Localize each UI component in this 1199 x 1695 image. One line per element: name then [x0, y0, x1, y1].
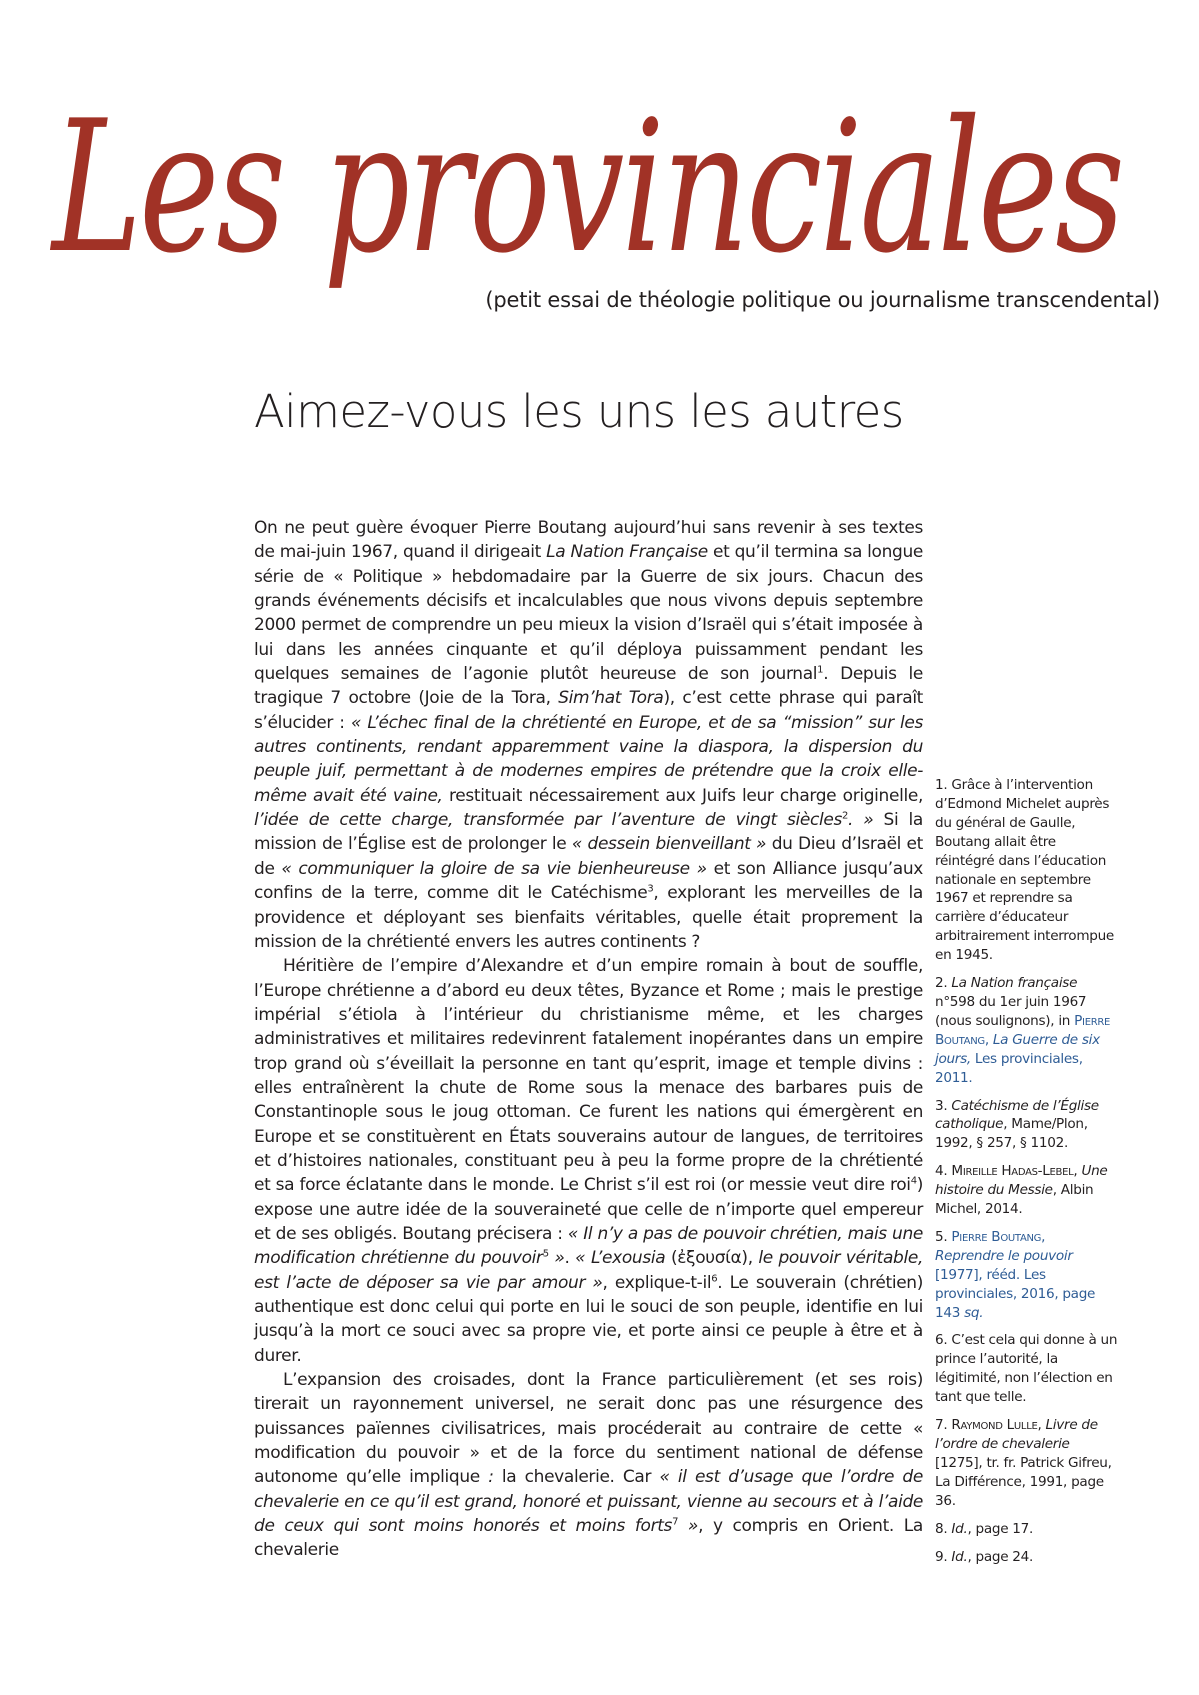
- text-run: . Le souverain (chrétien) authentique est donc celui qui porte en lui le souci de son peuple, identifie en lui jusqu’à la mort ce souci avec sa propre vie, et porte ainsi ce peuple à être et à durer.: [254, 1272, 924, 1366]
- text-run: la chevalerie. Car: [493, 1467, 660, 1488]
- text-run: Si la mission de l’Église est de prolonger le: [254, 810, 923, 855]
- text-run: Catéchisme de l’Église catholique: [935, 1097, 1099, 1133]
- footnote-reference: 2: [842, 810, 849, 822]
- footnote: [935, 1228, 1118, 1323]
- text-run: ,: [1037, 1417, 1046, 1434]
- text-run: 8.: [935, 1520, 952, 1537]
- text-run[interactable]: Reprendre le pouvoir: [935, 1247, 1073, 1264]
- text-run: 3.: [935, 1097, 952, 1114]
- masthead-subtitle: (petit essai de théologie politique ou journalisme transcendental): [485, 288, 1160, 312]
- footnote-reference: 1: [817, 664, 824, 676]
- text-run: Id.: [951, 1520, 968, 1537]
- text-run: On ne peut guère évoquer Pierre Boutang aujourd’hui sans revenir à ses textes de mai-juin 1967, quand il dirigeait: [254, 518, 923, 563]
- text-run: 2.: [935, 975, 952, 992]
- text-run: 4.: [935, 1163, 952, 1180]
- article-title: Aimez-vous les uns les autres: [254, 385, 904, 438]
- text-run: 7.: [935, 1417, 952, 1434]
- masthead-title: Les provinciales: [49, 81, 1123, 293]
- footnote-reference: 6: [711, 1273, 718, 1284]
- text-run: , y compris en Orient. La chevalerie: [254, 1516, 923, 1561]
- text-run: Id.: [951, 1548, 968, 1565]
- text-run[interactable]: La Guerre de six jours,: [935, 1031, 1100, 1067]
- text-run: . »: [848, 810, 874, 831]
- text-run: (ἐξουσία),: [665, 1248, 759, 1269]
- text-run: [1275], tr. fr. Patrick Gifreu, La Différence, 1991, page 36.: [935, 1454, 1112, 1509]
- text-run: 6. C’est cela qui donne à un prince l’autorité, la légitimité, non l’élection en tant que telle.: [935, 1332, 1118, 1406]
- footnote: [935, 974, 1118, 1087]
- text-run: le pouvoir véritable, est l’acte de déposer sa vie par amour »: [254, 1248, 923, 1293]
- text-run: , explorant les merveilles de la providence et déployant ses bienfaits véritables, quelle était proprement la mission de la chrétienté envers les autres continents ?: [254, 883, 923, 952]
- text-run: 1. Grâce à l’intervention d’Edmond Michelet auprès du général de Gaulle, Boutang allait être réintégré dans l’éducation nationale en septembre 1967 et reprendre sa carrière d’éducateur arbitrairement interrompue en 1945.: [935, 777, 1114, 964]
- text-run: « il est d’usage que l’ordre de chevalerie en ce qu’il est grand, honoré et puissant, vienne au secours et à l’aide de ceux qui sont moins honorés et moins forts: [254, 1467, 923, 1537]
- text-run: »: [678, 1516, 699, 1537]
- text-run: Une histoire du Messie: [935, 1163, 1108, 1199]
- text-run: , Mame/Plon, 1992, § 257, § 1102.: [935, 1116, 1088, 1152]
- text-run: Héritière de l’empire d’Alexandre et d’un empire romain à bout de souffle, l’Europe chrétienne a d’abord eu deux têtes, Byzance et Rome ; mais le prestige impérial s’étiola à l’intérieur du christianisme même, et les charges administratives et militaires redevinrent fatalement inopérantes dans un empire trop grand où s’éveillait la personne en tant qu’esprit, image et temple divins : elles entraînèrent la chute de Rome sous la menace des barbares puis de Constantinople sous le joug ottoman. Ce furent les nations qui émergèrent en Europe et se constituèrent en États souverains autour de langues, de territoires et d’histoires nationales, constituant peu à peu la forme propre de la chrétienté et sa force éclatante dans le monde. Le Christ s’il est roi (or messie veut dire roi: [254, 956, 923, 1196]
- text-run: , page 24.: [967, 1548, 1034, 1565]
- footnote-reference: 4: [910, 1175, 917, 1187]
- footnote-reference: 5: [542, 1248, 549, 1260]
- text-run[interactable]: Les provinciales, 2011.: [935, 1050, 1083, 1086]
- footnote: [935, 1097, 1118, 1154]
- text-run: « L’exousia: [575, 1248, 666, 1269]
- footnotes-column: [935, 776, 1118, 1575]
- masthead: [0, 0, 1199, 330]
- text-run: , Albin Michel, 2014.: [935, 1182, 1094, 1218]
- text-run[interactable]: [1977], rééd. Les provinciales, 2016, page 143: [935, 1266, 1096, 1321]
- text-run: ,: [1073, 1163, 1082, 1180]
- footnote: [935, 776, 1118, 965]
- text-run: Sim’hat Tora: [558, 688, 664, 709]
- text-run: , explique-t-il: [602, 1272, 712, 1293]
- text-run[interactable]: ,: [984, 1031, 993, 1048]
- footnote: [935, 1331, 1118, 1407]
- article-body: [254, 516, 923, 1563]
- text-run: Mireille Hadas-Lebel: [951, 1163, 1074, 1180]
- text-run: « communiquer la gloire de sa vie bienheureuse »: [281, 858, 707, 879]
- text-run: :: [488, 1467, 494, 1488]
- text-run: L’expansion des croisades, dont la France particulièrement (et ses rois) tirerait un rayonnement universel, ne serait donc pas une résurgence des puissances païennes civilisatrices, mais procéderait au contraire de cette « modification du pouvoir » et de la force du sentiment national de défense autonome qu’elle implique: [254, 1370, 923, 1488]
- text-run: Raymond Lulle: [951, 1417, 1038, 1434]
- text-run: 5.: [935, 1228, 952, 1245]
- article-paragraph: [254, 1368, 923, 1563]
- text-run: n°598 du 1er juin 1967 (nous soulignons), in: [935, 993, 1087, 1029]
- footnote: [935, 1548, 1118, 1567]
- text-run: l’idée de cette charge, transformée par l’aventure de vingt siècles: [254, 810, 842, 831]
- text-run: La Nation Française: [546, 542, 708, 563]
- footnote-reference: 3: [647, 883, 654, 895]
- text-run: Livre de l’ordre de chevalerie: [935, 1417, 1098, 1452]
- footnote: [935, 1416, 1118, 1511]
- text-run: ) expose une autre idée de la souveraineté que celle de n’importe quel empereur et de ses obligés. Boutang précisera :: [254, 1175, 923, 1244]
- text-run: « L’échec final de la chrétienté en Europe, et de sa “mission” sur les autres continents, rendant apparemment vaine la diaspora, la dispersion du peuple juif, permettant à de modernes empires de prétendre que la croix elle-même avait été vaine,: [254, 712, 924, 806]
- masthead-title-logo: [0, 0, 1199, 330]
- footnote: [935, 1162, 1118, 1219]
- text-run[interactable]: Pierre Boutang: [935, 1012, 1111, 1048]
- text-run: et qu’il termina sa longue série de « Politique » hebdomadaire par la Guerre de six jours. Chacun des grands événements décisifs et incalculables que nous vivons depuis septembre 2000 permet de comprendre un peu mieux la vision d’Israël qui s’était imposée à lui dans les années cinquante et qu’il déploya puissamment pendant les quelques semaines de l’agonie plutôt heureuse de son journal: [254, 542, 924, 685]
- text-run: . Depuis le tragique 7 octobre (Joie de la Tora,: [254, 664, 923, 709]
- footnote: [935, 1520, 1118, 1539]
- text-run: 9.: [935, 1548, 952, 1565]
- footnote-reference: 7: [672, 1516, 679, 1528]
- text-run: « dessein bienveillant »: [571, 834, 767, 855]
- text-run: »: [548, 1248, 565, 1269]
- text-run: La Nation française: [951, 975, 1078, 992]
- article-paragraph: [254, 516, 923, 954]
- text-run[interactable]: sq.: [964, 1304, 984, 1321]
- text-run: du Dieu d’Israël et de: [254, 834, 923, 879]
- text-run: restituait nécessairement aux Juifs leur charge originelle,: [442, 785, 923, 806]
- text-run: et son Alliance jusqu’aux confins de la terre, comme dit le Catéchisme: [254, 858, 924, 904]
- text-run: , page 17.: [967, 1520, 1034, 1537]
- text-run[interactable]: ,: [1041, 1228, 1046, 1245]
- text-run: ), c’est cette phrase qui paraît s’élucider :: [254, 688, 924, 733]
- article-paragraph: [254, 954, 923, 1368]
- text-run[interactable]: Pierre Boutang: [951, 1228, 1042, 1245]
- text-run: .: [564, 1248, 576, 1269]
- text-run: « Il n’y a pas de pouvoir chrétien, mais une modification chrétienne du pouvoir: [254, 1223, 923, 1269]
